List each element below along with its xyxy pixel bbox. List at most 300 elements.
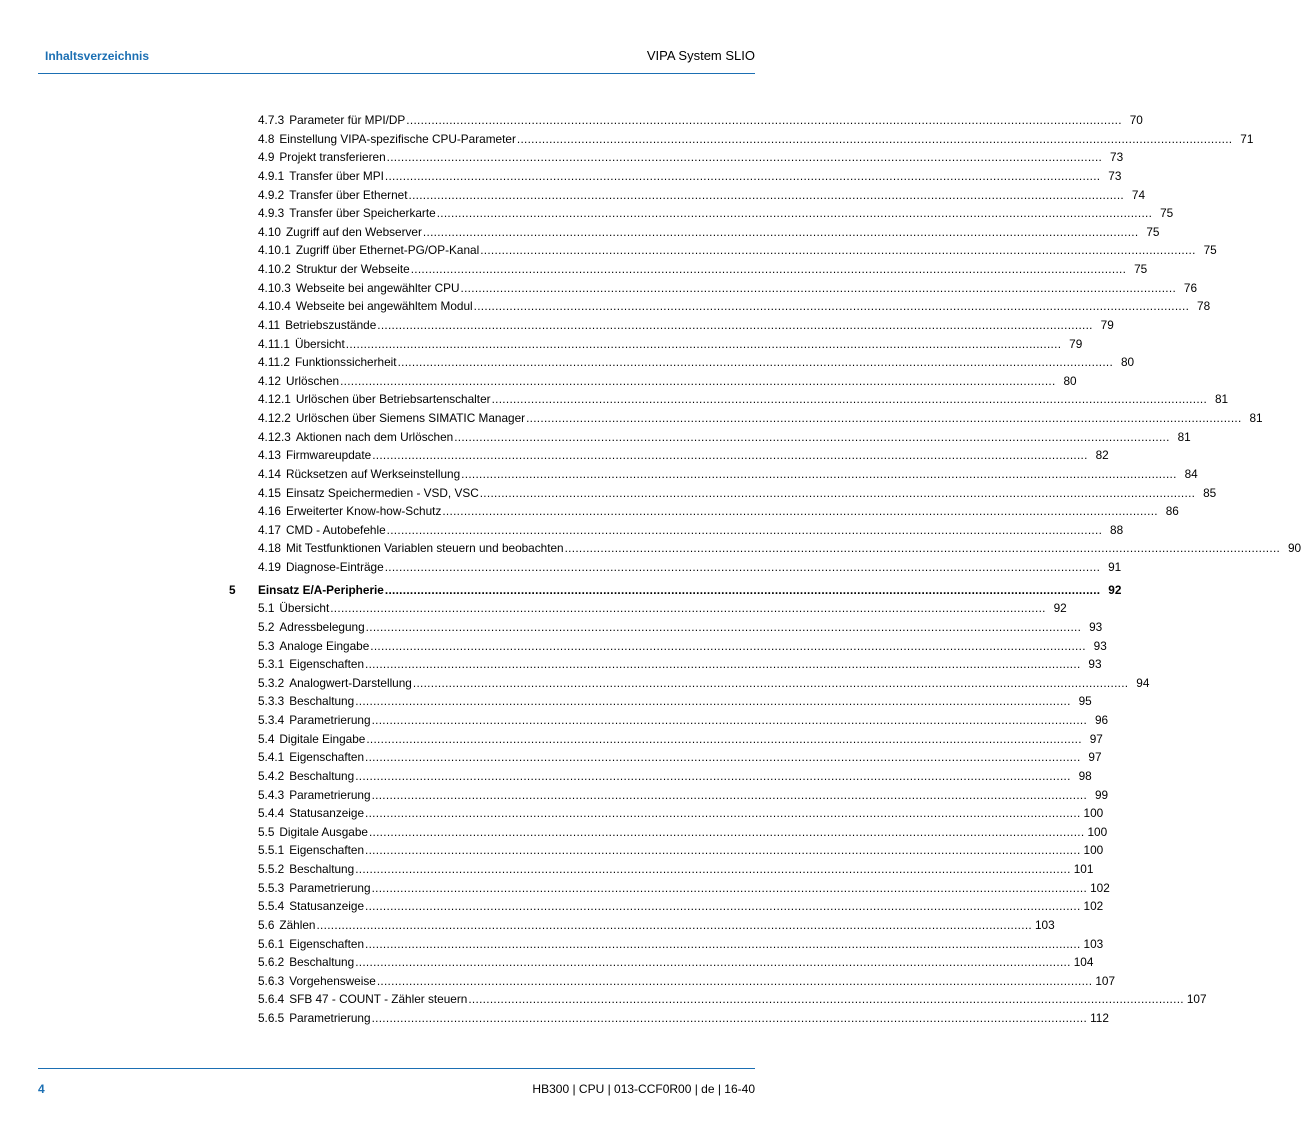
toc-entry-title: Einsatz Speichermedien - VSD, VSC xyxy=(285,485,479,500)
toc-entry-line xyxy=(258,539,1301,558)
toc-entry-line xyxy=(258,916,1055,935)
toc-entry-page: 75 xyxy=(1134,262,1148,276)
toc-dot-leader: ........................................................................................................................................................................................................ xyxy=(454,429,1170,444)
toc-entry-line xyxy=(258,990,1207,1009)
toc-entry-title: Vorgehensweise xyxy=(289,973,376,988)
toc-entry-title: Zugriff über Ethernet-PG/OP-Kanal xyxy=(295,243,480,258)
toc-entry[interactable] xyxy=(0,484,1217,503)
toc-entry-number: 4.9.3 xyxy=(258,206,285,221)
toc-entry-title: Einstellung VIPA-spezifische CPU-Parameter xyxy=(279,131,516,146)
toc-dot-leader: ........................................................................................................................................................................................................ xyxy=(371,787,1088,802)
toc-entry-page: 85 xyxy=(1203,485,1217,500)
footer-rule xyxy=(38,1068,755,1069)
toc-entry[interactable] xyxy=(0,786,1109,805)
toc-entry[interactable] xyxy=(0,167,1122,186)
toc-dot-leader: ........................................................................................................................................................................................................ xyxy=(406,113,1122,127)
header-section-title: Inhaltsverzeichnis xyxy=(45,49,150,63)
toc-entry-number: 4.12.1 xyxy=(258,392,291,407)
toc-entry-number: 4.14 xyxy=(258,466,281,481)
toc-dot-leader: ........................................................................................................................................................................................................ xyxy=(365,657,1081,672)
toc-entry-line xyxy=(258,316,1114,335)
toc-entry[interactable] xyxy=(0,372,1077,391)
toc-entry-title: Eigenschaften xyxy=(289,750,365,765)
toc-entry[interactable] xyxy=(0,655,1102,674)
toc-dot-leader: ........................................................................................................................................................................................................ xyxy=(371,1011,1088,1025)
toc-entry-number: 5.5.1 xyxy=(258,843,285,858)
toc-entry-line xyxy=(258,521,1124,540)
toc-entry[interactable] xyxy=(0,879,1110,898)
toc-entry-line xyxy=(258,804,1104,823)
toc-entry-line xyxy=(258,767,1092,786)
toc-entry-title: Diagnose-Einträge xyxy=(285,560,384,574)
toc-entry-line xyxy=(258,823,1108,842)
toc-entry-title: Rücksetzen auf Werkseinstellung xyxy=(285,466,461,481)
toc-dot-leader: ........................................................................................................................................................................................................ xyxy=(330,601,1046,616)
toc-entry-title: Zählen xyxy=(279,917,316,932)
toc-entry[interactable] xyxy=(0,711,1109,730)
toc-entry-page: 93 xyxy=(1093,638,1107,653)
toc-dot-leader: ........................................................................................................................................................................................................ xyxy=(355,862,1071,876)
toc-entry-page: 100 xyxy=(1083,843,1104,858)
toc-entry[interactable] xyxy=(0,130,1254,149)
toc-entry-number: 5.6.5 xyxy=(258,1011,285,1025)
toc-entry[interactable] xyxy=(0,674,1150,693)
toc-entry-line xyxy=(258,1009,1109,1028)
toc-entry-line xyxy=(258,446,1109,465)
toc-dot-leader: ........................................................................................................................................................................................................ xyxy=(370,638,1086,653)
toc-dot-leader: ........................................................................................................................................................................................................ xyxy=(408,187,1125,202)
toc-entry-number: 4.11 xyxy=(258,317,281,332)
toc-entry-title: Analogwert-Darstellung xyxy=(289,675,412,690)
toc-dot-leader: ........................................................................................................................................................................................................ xyxy=(468,992,1184,1007)
toc-entry-page: 103 xyxy=(1083,936,1104,951)
toc-entry-page: 70 xyxy=(1129,113,1143,127)
toc-entry[interactable] xyxy=(0,618,1103,637)
footer-document-id: HB300 | CPU | 013-CCF0R00 | de | 16-40 xyxy=(532,1082,755,1096)
toc-entry-number: 4.17 xyxy=(258,522,281,537)
toc-dot-leader: ........................................................................................................................................................................................................ xyxy=(410,262,1127,276)
toc-entry[interactable] xyxy=(0,897,1104,916)
toc-entry-title: Zugriff auf den Webserver xyxy=(285,224,422,239)
toc-entry-title: Digitale Eingabe xyxy=(279,731,366,746)
toc-entry-line xyxy=(258,390,1229,409)
toc-entry-number: 4.12.3 xyxy=(258,429,291,444)
toc-entry-page: 75 xyxy=(1203,243,1217,258)
toc-entry[interactable] xyxy=(0,860,1094,879)
toc-entry-number: 5.5.2 xyxy=(258,862,285,876)
toc-entry-number: 4.19 xyxy=(258,560,281,574)
header-product-name: VIPA System SLIO xyxy=(646,48,755,63)
toc-entry-number: 4.11.1 xyxy=(258,336,290,351)
toc-dot-leader: ........................................................................................................................................................................................................ xyxy=(491,392,1208,407)
toc-entry-number: 5.4.3 xyxy=(258,787,285,802)
toc-entry-page: 94 xyxy=(1136,675,1150,690)
toc-dot-leader: ........................................................................................................................................................................................................ xyxy=(479,485,1196,500)
toc-dot-leader: ........................................................................................................................................................................................................ xyxy=(340,373,1056,388)
toc-entry-number: 5.4.2 xyxy=(258,768,285,783)
toc-entry-page: 81 xyxy=(1177,429,1191,444)
toc-entry-number: 4.12 xyxy=(258,373,281,388)
toc-dot-leader: ........................................................................................................................................................................................................ xyxy=(386,522,1103,537)
toc-entry-number: 4.11.2 xyxy=(258,355,290,370)
toc-entry-title: Eigenschaften xyxy=(289,936,365,951)
toc-dot-leader: ........................................................................................................................................................................................................ xyxy=(365,899,1081,914)
toc-entry-number: 4.9.2 xyxy=(258,187,285,202)
toc-entry-page: 96 xyxy=(1094,713,1109,727)
toc-entry-number: 4.10.2 xyxy=(258,262,291,276)
toc-entry-title: Parametrierung xyxy=(289,787,371,802)
toc-dot-leader: ........................................................................................................................................................................................................ xyxy=(368,824,1085,839)
toc-dot-leader: ........................................................................................................................................................................................................ xyxy=(355,955,1071,970)
toc-entry-number: 5.6.4 xyxy=(258,992,285,1007)
toc-dot-leader: ........................................................................................................................................................................................................ xyxy=(442,504,1158,519)
toc-entry[interactable] xyxy=(0,748,1102,767)
toc-entry-number: 4.10.1 xyxy=(258,243,291,258)
toc-entry-page: 101 xyxy=(1073,862,1094,876)
toc-entry-number: 5.3 xyxy=(258,638,275,653)
toc-entry-line xyxy=(258,558,1122,577)
toc-entry-line xyxy=(258,581,1122,600)
toc-entry-line xyxy=(258,223,1160,242)
toc-entry[interactable] xyxy=(0,186,1146,205)
toc-dot-leader: ........................................................................................................................................................................................................ xyxy=(366,731,1082,746)
toc-entry-number: 4.8 xyxy=(258,131,275,146)
toc-entry-page: 102 xyxy=(1090,880,1110,895)
toc-dot-leader: ........................................................................................................................................................................................................ xyxy=(480,243,1196,258)
toc-entry-title: Beschaltung xyxy=(289,768,355,783)
toc-entry-line xyxy=(258,130,1254,149)
toc-entry-title: Übersicht xyxy=(279,601,330,616)
toc-entry-page: 107 xyxy=(1095,973,1116,988)
toc-entry[interactable] xyxy=(0,502,1179,521)
toc-entry-line xyxy=(258,692,1092,711)
toc-dot-leader: ........................................................................................................................................................................................................ xyxy=(412,675,1129,690)
toc-entry[interactable] xyxy=(0,223,1160,242)
toc-entry-line xyxy=(258,204,1174,223)
toc-entry-number: 5.4 xyxy=(258,731,275,746)
toc-entry-number: 5.6.2 xyxy=(258,955,285,970)
toc-entry-page: 93 xyxy=(1089,619,1103,634)
toc-dot-leader: ........................................................................................................................................................................................................ xyxy=(355,694,1071,709)
toc-entry-line xyxy=(258,465,1198,484)
toc-entry[interactable] xyxy=(0,204,1174,223)
toc-dot-leader: ........................................................................................................................................................................................................ xyxy=(384,582,1101,597)
toc-entry[interactable] xyxy=(0,446,1109,465)
toc-entry-line xyxy=(258,618,1103,637)
toc-entry-page: 71 xyxy=(1240,131,1254,146)
toc-entry-number: 4.10.4 xyxy=(258,299,291,314)
toc-entry-page: 75 xyxy=(1160,206,1174,221)
toc-entry-line xyxy=(258,111,1143,130)
toc-entry-page: 78 xyxy=(1197,299,1211,314)
toc-entry-number: 4.9.1 xyxy=(258,168,285,183)
toc-entry-line xyxy=(258,297,1211,316)
toc-entry-title: Eigenschaften xyxy=(289,843,365,858)
toc-entry-page: 93 xyxy=(1088,657,1102,672)
toc-entry-line xyxy=(258,748,1102,767)
toc-dot-leader: ........................................................................................................................................................................................................ xyxy=(384,168,1101,183)
toc-entry-number: 5.6 xyxy=(258,917,275,932)
toc-entry-title: Parametrierung xyxy=(289,713,371,727)
toc-entry[interactable] xyxy=(0,692,1092,711)
toc-entry-number: 5.3.4 xyxy=(258,713,285,727)
toc-entry-title: Transfer über Ethernet xyxy=(289,187,408,202)
toc-entry-number: 5.3.3 xyxy=(258,694,285,709)
toc-entry[interactable] xyxy=(0,730,1103,749)
toc-entry-page: 102 xyxy=(1083,899,1104,914)
toc-entry-line xyxy=(258,484,1217,503)
toc-entry-page: 107 xyxy=(1186,992,1207,1007)
toc-entry-page: 82 xyxy=(1095,448,1109,463)
toc-entry-page: 97 xyxy=(1088,750,1102,765)
toc-entry-page: 80 xyxy=(1120,355,1135,370)
toc-dot-leader: ........................................................................................................................................................................................................ xyxy=(516,131,1233,146)
toc-entry-title: SFB 47 - COUNT - Zähler steuern xyxy=(289,992,468,1007)
toc-entry-page: 86 xyxy=(1165,504,1179,519)
toc-entry[interactable] xyxy=(0,990,1207,1009)
toc-entry-number: 5.6.3 xyxy=(258,973,285,988)
toc-dot-leader: ........................................................................................................................................................................................................ xyxy=(372,448,1088,463)
toc-entry-title: Eigenschaften xyxy=(289,657,365,672)
toc-entry-page: 73 xyxy=(1110,150,1124,165)
toc-entry-page: 79 xyxy=(1069,336,1083,351)
toc-entry-line xyxy=(258,167,1122,186)
toc-entry[interactable] xyxy=(0,916,1055,935)
toc-entry[interactable] xyxy=(0,767,1092,786)
table-of-contents xyxy=(0,111,1301,1028)
toc-entry-page: 92 xyxy=(1053,601,1067,616)
toc-entry-page: 90 xyxy=(1288,541,1301,556)
toc-entry-line xyxy=(258,241,1217,260)
toc-entry-line xyxy=(258,279,1198,298)
toc-dot-leader: ........................................................................................................................................................................................................ xyxy=(564,541,1281,556)
toc-entry[interactable] xyxy=(0,539,1301,558)
toc-dot-leader: ........................................................................................................................................................................................................ xyxy=(371,713,1088,727)
toc-entry-number: 4.16 xyxy=(258,504,281,519)
toc-entry-title: Betriebszustände xyxy=(285,317,377,332)
toc-entry-page: 99 xyxy=(1094,787,1109,802)
toc-entry-number: 4.12.2 xyxy=(258,411,291,425)
toc-entry-number: 4.10.3 xyxy=(258,280,291,295)
toc-entry[interactable] xyxy=(0,637,1107,656)
toc-dot-leader: ........................................................................................................................................................................................................ xyxy=(436,206,1153,221)
toc-entry-title: Urlöschen über Siemens SIMATIC Manager xyxy=(295,411,526,425)
toc-entry-title: Transfer über MPI xyxy=(289,168,384,183)
toc-entry-line xyxy=(258,335,1083,354)
toc-dot-leader: ........................................................................................................................................................................................................ xyxy=(365,750,1081,765)
toc-entry-page: 81 xyxy=(1249,411,1263,425)
toc-entry[interactable] xyxy=(0,241,1217,260)
toc-entry-line xyxy=(258,860,1094,879)
toc-dot-leader: ........................................................................................................................................................................................................ xyxy=(345,336,1062,351)
toc-entry[interactable] xyxy=(0,316,1114,335)
toc-entry-page: 81 xyxy=(1214,392,1229,407)
toc-entry-number: 5.4.1 xyxy=(258,750,285,765)
toc-entry[interactable] xyxy=(0,558,1122,577)
toc-entry-page: 95 xyxy=(1078,694,1092,709)
toc-chapter-entry[interactable] xyxy=(0,581,1122,600)
toc-entry-page: 98 xyxy=(1078,768,1092,783)
toc-entry-page: 74 xyxy=(1131,187,1146,202)
toc-entry-page: 91 xyxy=(1108,560,1122,574)
toc-entry[interactable] xyxy=(0,279,1198,298)
toc-entry-line xyxy=(258,730,1103,749)
toc-dot-leader: ........................................................................................................................................................................................................ xyxy=(384,560,1101,574)
toc-entry-number: 4.13 xyxy=(258,448,281,463)
toc-dot-leader: ........................................................................................................................................................................................................ xyxy=(316,917,1032,932)
toc-entry-line xyxy=(258,637,1107,656)
toc-entry-page: 75 xyxy=(1146,224,1160,239)
toc-entry[interactable] xyxy=(0,841,1104,860)
toc-entry-title: Übersicht xyxy=(294,336,345,351)
toc-entry-title: Statusanzeige xyxy=(289,899,365,914)
toc-entry-title: Urlöschen über Betriebsartenschalter xyxy=(295,392,491,407)
toc-entry-title: Struktur der Webseite xyxy=(295,262,410,276)
toc-entry-line xyxy=(258,260,1148,279)
toc-dot-leader: ........................................................................................................................................................................................................ xyxy=(365,936,1081,951)
toc-entry-title: Urlöschen xyxy=(285,373,340,388)
toc-entry[interactable] xyxy=(0,353,1135,372)
toc-dot-leader: ........................................................................................................................................................................................................ xyxy=(377,317,1093,332)
toc-entry-title: Analoge Eingabe xyxy=(279,638,370,653)
toc-dot-leader: ........................................................................................................................................................................................................ xyxy=(397,355,1114,370)
toc-entry-page: 76 xyxy=(1183,280,1198,295)
toc-entry-number: 5.5.3 xyxy=(258,880,285,895)
footer-page-number: 4 xyxy=(38,1082,45,1096)
toc-entry-number: 4.15 xyxy=(258,485,281,500)
header-rule xyxy=(38,73,755,74)
toc-dot-leader: ........................................................................................................................................................................................................ xyxy=(355,768,1071,783)
toc-entry-line xyxy=(258,972,1116,991)
toc-entry-page: 112 xyxy=(1090,1011,1109,1025)
toc-entry-title: Parametrierung xyxy=(289,1011,371,1025)
toc-entry-title: Beschaltung xyxy=(289,955,355,970)
toc-entry[interactable] xyxy=(0,111,1143,130)
toc-entry[interactable] xyxy=(0,953,1094,972)
toc-entry[interactable] xyxy=(0,972,1116,991)
toc-entry-page: 88 xyxy=(1110,522,1124,537)
toc-entry-line xyxy=(258,353,1135,372)
toc-entry[interactable] xyxy=(0,297,1211,316)
toc-entry-page: 73 xyxy=(1108,168,1122,183)
toc-dot-leader: ........................................................................................................................................................................................................ xyxy=(526,411,1242,425)
toc-entry-page: 100 xyxy=(1087,824,1108,839)
toc-dot-leader: ........................................................................................................................................................................................................ xyxy=(365,843,1081,858)
toc-entry-page: 80 xyxy=(1063,373,1077,388)
toc-entry-title: Erweiterter Know-how-Schutz xyxy=(285,504,442,519)
toc-entry-page: 97 xyxy=(1089,731,1103,746)
toc-entry-number: 4.9 xyxy=(258,150,275,165)
toc-entry[interactable] xyxy=(0,390,1229,409)
toc-entry-title: Adressbelegung xyxy=(279,619,365,634)
toc-entry[interactable] xyxy=(0,428,1191,447)
toc-entry-title: Projekt transferieren xyxy=(279,150,386,165)
toc-entry-line xyxy=(258,897,1104,916)
toc-entry-line xyxy=(258,711,1109,730)
toc-entry[interactable] xyxy=(0,1009,1109,1028)
toc-entry-number: 4.10 xyxy=(258,224,281,239)
toc-entry-page: 84 xyxy=(1184,466,1198,481)
toc-entry-line xyxy=(258,409,1263,428)
toc-entry[interactable] xyxy=(0,823,1108,842)
toc-entry-title: Digitale Ausgabe xyxy=(279,824,368,839)
toc-entry[interactable] xyxy=(0,465,1198,484)
toc-dot-leader: ........................................................................................................................................................................................................ xyxy=(376,973,1093,988)
toc-entry-line xyxy=(258,372,1077,391)
toc-dot-leader: ........................................................................................................................................................................................................ xyxy=(365,806,1081,821)
toc-dot-leader: ........................................................................................................................................................................................................ xyxy=(460,280,1177,295)
toc-entry-title: Einsatz E/A-Peripherie xyxy=(258,582,384,597)
toc-entry-page: 79 xyxy=(1100,317,1114,332)
toc-entry-line xyxy=(258,428,1191,447)
toc-entry-page: 104 xyxy=(1073,955,1094,970)
toc-entry-number: 5.5 xyxy=(258,824,275,839)
toc-chapter-number: 5 xyxy=(229,582,236,597)
toc-entry-title: Beschaltung xyxy=(289,862,355,876)
toc-entry-line xyxy=(258,935,1104,954)
toc-dot-leader: ........................................................................................................................................................................................................ xyxy=(461,466,1177,481)
toc-entry-number: 5.4.4 xyxy=(258,806,285,821)
toc-entry[interactable] xyxy=(0,260,1148,279)
toc-entry-title: Mit Testfunktionen Variablen steuern und beobachten xyxy=(285,541,564,556)
toc-dot-leader: ........................................................................................................................................................................................................ xyxy=(473,299,1190,314)
toc-entry-line xyxy=(258,674,1150,693)
toc-entry-number: 5.3.2 xyxy=(258,675,285,690)
toc-entry-number: 5.6.1 xyxy=(258,936,285,951)
toc-entry-title: Aktionen nach dem Urlöschen xyxy=(295,429,454,444)
toc-entry-number: 5.1 xyxy=(258,601,275,616)
toc-entry-title: Funktionssicherheit xyxy=(294,355,397,370)
toc-entry-line xyxy=(258,655,1102,674)
toc-entry-line xyxy=(258,841,1104,860)
toc-entry-title: Webseite bei angewählter CPU xyxy=(295,280,460,295)
toc-entry-number: 4.18 xyxy=(258,541,281,556)
toc-entry-title: Parametrierung xyxy=(289,880,371,895)
toc-entry-title: Firmwareupdate xyxy=(285,448,372,463)
toc-entry-line xyxy=(258,879,1110,898)
toc-entry-title: Transfer über Speicherkarte xyxy=(289,206,436,221)
toc-entry-number: 4.7.3 xyxy=(258,113,285,127)
toc-entry-line xyxy=(258,502,1179,521)
toc-entry-page: 100 xyxy=(1083,806,1104,821)
toc-entry[interactable] xyxy=(0,148,1124,167)
toc-entry-line xyxy=(258,148,1124,167)
toc-dot-leader: ........................................................................................................................................................................................................ xyxy=(422,224,1139,239)
toc-entry-title: Beschaltung xyxy=(289,694,355,709)
toc-entry-title: Webseite bei angewähltem Modul xyxy=(295,299,473,314)
toc-entry-number: 5.3.1 xyxy=(258,657,285,672)
toc-entry[interactable] xyxy=(0,935,1104,954)
toc-entry-line xyxy=(258,786,1109,805)
toc-entry-title: Parameter für MPI/DP xyxy=(289,113,406,127)
toc-entry[interactable] xyxy=(0,335,1083,354)
toc-entry-page: 92 xyxy=(1108,582,1122,597)
toc-entry[interactable] xyxy=(0,409,1263,428)
toc-entry[interactable] xyxy=(0,521,1124,540)
toc-entry-page: 103 xyxy=(1035,917,1055,932)
toc-entry-line xyxy=(258,186,1146,205)
toc-dot-leader: ........................................................................................................................................................................................................ xyxy=(386,150,1103,165)
toc-entry-title: CMD - Autobefehle xyxy=(285,522,386,537)
toc-entry-line xyxy=(258,953,1094,972)
toc-entry[interactable] xyxy=(0,599,1067,618)
toc-entry-number: 5.2 xyxy=(258,619,275,634)
toc-entry-line xyxy=(258,599,1067,618)
toc-entry-title: Statusanzeige xyxy=(289,806,365,821)
toc-dot-leader: ........................................................................................................................................................................................................ xyxy=(365,619,1082,634)
toc-dot-leader: ........................................................................................................................................................................................................ xyxy=(371,880,1088,895)
toc-entry[interactable] xyxy=(0,804,1104,823)
